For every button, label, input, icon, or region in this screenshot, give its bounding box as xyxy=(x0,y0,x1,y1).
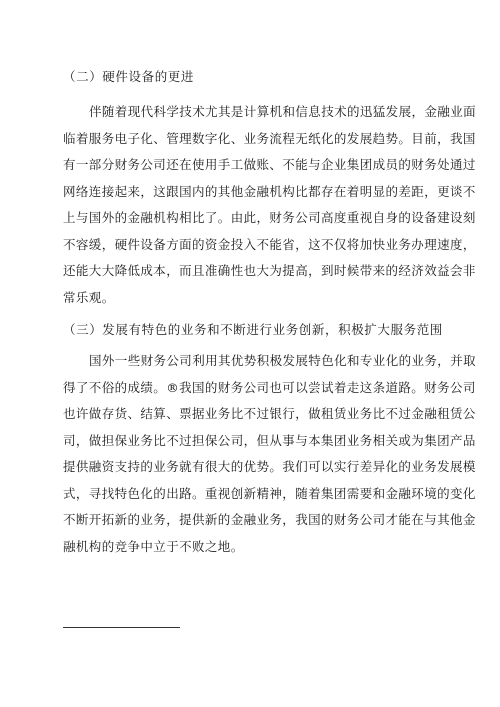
paragraph-hardware xyxy=(63,99,477,311)
paragraph-features xyxy=(63,348,477,560)
text-line: 还能大大降低成本，而且准确性也大为提高，到时候带来的经济效益会非 xyxy=(63,263,476,278)
footnote-separator xyxy=(63,627,180,628)
text-line: 不断开拓新的业务，提供新的金融业务，我国的财务公司才能在与其他金 xyxy=(63,512,476,527)
text-line: 得了不俗的成绩。®我国的财务公司也可以尝试着走这条道路。财务公司 xyxy=(63,379,476,395)
text-line: 网络连接起来，这跟国内的其他金融机构比都存在着明显的差距，更谈不 xyxy=(63,183,476,199)
text-line: 司，做担保业务比不过担保公司，但从事与本集团业务相关或为集团产品 xyxy=(63,432,476,448)
text-line: 常乐观。 xyxy=(63,289,115,305)
text-line: 伴随着现代科学技术尤其是计算机和信息技术的迅猛发展，金融业面 xyxy=(89,104,477,119)
text-line: 国外一些财务公司利用其优势积极发展特色化和专业化的业务，并取 xyxy=(89,353,477,368)
text-line: 有一部分财务公司还在使用手工做账、不能与企业集团成员的财务处通过 xyxy=(63,157,476,172)
section-heading-features: （三）发展有特色的业务和不断进行业务创新，积极扩大服务范围 xyxy=(63,322,443,337)
text-line: 临着服务电子化、管理数字化、业务流程无纸化的发展趋势。目前，我国 xyxy=(63,130,476,146)
section-heading-hardware: （二）硬件设备的更进 xyxy=(63,69,195,84)
text-line: 也许做存货、结算、票据业务比不过银行，做租赁业务比不过金融租赁公 xyxy=(63,406,476,421)
text-line: 式，寻找特色化的出路。重视创新精神，随着集团需要和金融环境的变化 xyxy=(63,485,476,501)
text-line: 提供融资支持的业务就有很大的优势。我们可以实行差异化的业务发展模 xyxy=(63,459,476,474)
text-line: 上与国外的金融机构相比了。由此，财务公司高度重视自身的设备建设刻 xyxy=(63,210,476,225)
text-line: 不容缓，硬件设备方面的资金投入不能省，这不仅将加快业务办理速度， xyxy=(63,236,476,252)
text-line: 融机构的竞争中立于不败之地。 xyxy=(63,538,244,554)
